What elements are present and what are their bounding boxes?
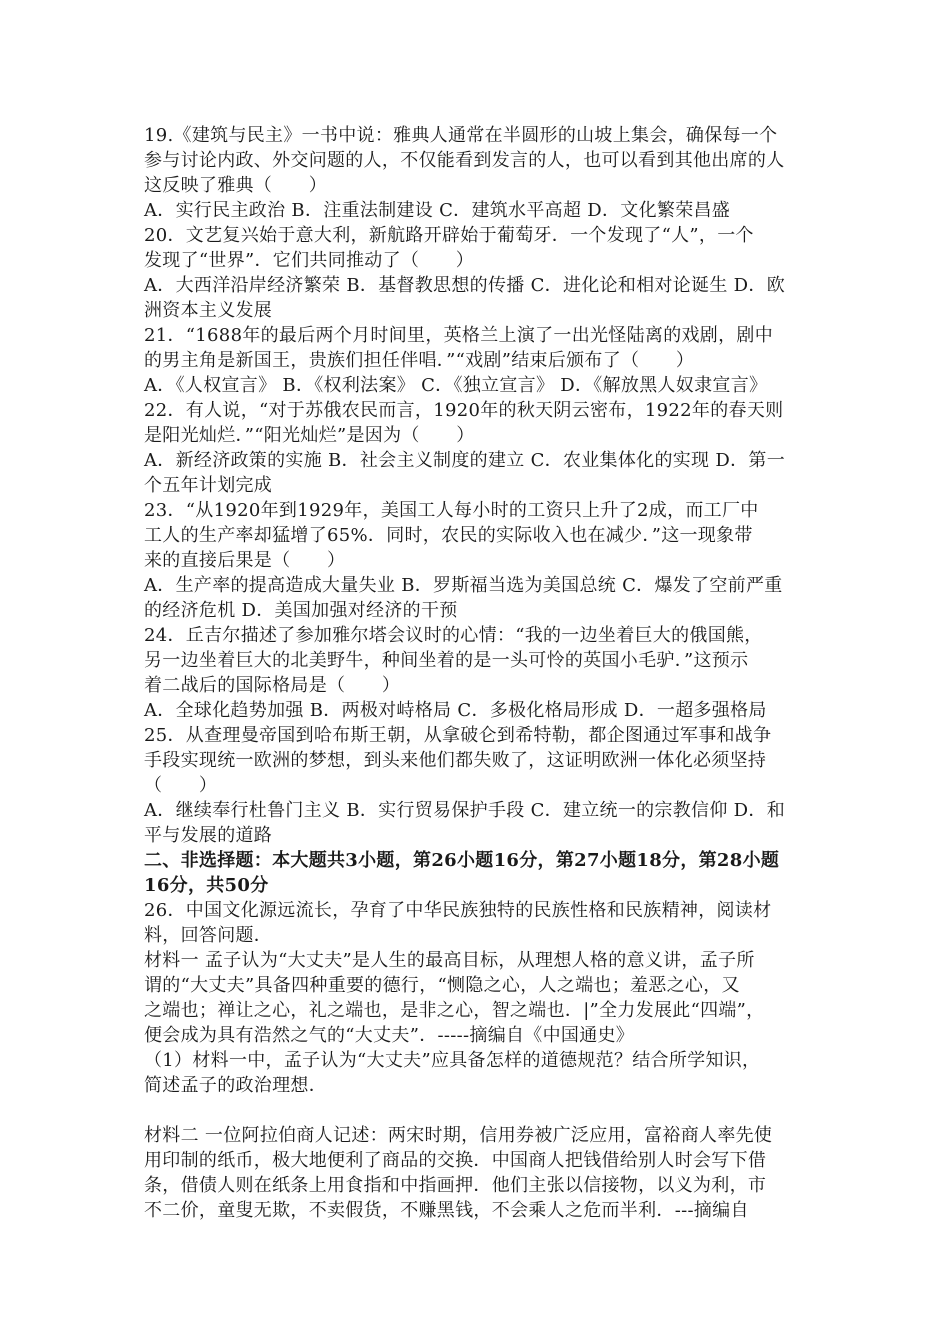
q26-intro-1: 26．中国文化源远流长，孕育了中华民族独特的民族性格和民族精神，阅读材 <box>144 900 772 921</box>
q19-line-3: 这反映了雅典（ ） <box>144 175 327 196</box>
q26-sub1-line-1: （1）材料一中，孟子认为“大丈夫”应具备怎样的道德规范？结合所学知识， <box>144 1050 761 1071</box>
material-1-line-3: 之端也；禅让之心，礼之端也，是非之心，智之端也．|”全力发展此“四端”， <box>144 1000 765 1021</box>
q21-line-1: 21．“1688年的最后两个月时间里，英格兰上演了一出光怪陆离的戏剧，剧中 <box>144 325 774 346</box>
material-2-line-4: 不二价，童叟无欺，不卖假货，不赚黑钱，不会乘人之危而半利．---摘编自 <box>144 1200 749 1221</box>
q20-options-1: A．大西洋沿岸经济繁荣 B．基督教思想的传播 C．进化论和相对论诞生 D．欧 <box>144 275 785 296</box>
q19-line-1: 19.《建筑与民主》一书中说：雅典人通常在半圆形的山坡上集会，确保每一个 <box>144 125 778 146</box>
q23-line-2: 工人的生产率却猛增了65%．同时，农民的实际收入也在减少．”这一现象带 <box>144 525 753 546</box>
q23-line-3: 来的直接后果是（ ） <box>144 550 346 571</box>
q20-line-2: 发现了“世界”．它们共同推动了（ ） <box>144 250 475 271</box>
q23-options-2: 的经济危机 D．美国加强对经济的干预 <box>144 600 458 621</box>
q22-options-2: 个五年计划完成 <box>144 475 273 496</box>
q24-options: A．全球化趋势加强 B．两极对峙格局 C．多极化格局形成 D．一超多强格局 <box>144 700 767 721</box>
q21-line-2: 的男主角是新国王，贵族们担任伴唱．”“戏剧”结束后颁布了（ ） <box>144 350 695 371</box>
material-1-line-2: 谓的“大丈夫”具备四种重要的德行，“恻隐之心，人之端也；羞恶之心，又 <box>144 975 740 996</box>
material-2-line-2: 用印制的纸币，极大地便利了商品的交换．中国商人把钱借给别人时会写下借 <box>144 1150 767 1171</box>
q26-intro-2: 料，回答问题． <box>144 925 273 946</box>
q20-options-2: 洲资本主义发展 <box>144 300 273 321</box>
q20-line-1: 20．文艺复兴始于意大利，新航路开辟始于葡萄牙．一个发现了“人”，一个 <box>144 225 754 246</box>
q25-line-3: （ ） <box>144 775 218 796</box>
q22-line-2: 是阳光灿烂．”“阳光灿烂”是因为（ ） <box>144 425 475 446</box>
q19-line-2: 参与讨论内政、外交问题的人，不仅能看到发言的人，也可以看到其他出席的人 <box>144 150 785 171</box>
material-2-line-1: 材料二 一位阿拉伯商人记述：两宋时期，信用券被广泛应用，富裕商人率先使 <box>144 1125 773 1146</box>
section-heading-2: 16分，共50分 <box>144 875 269 896</box>
q26-sub1-line-2: 简述孟子的政治理想． <box>144 1075 327 1096</box>
q24-line-2: 另一边坐着巨大的北美野牛，种间坐着的是一头可怜的英国小毛驴．”这预示 <box>144 650 749 671</box>
section-heading-1: 二、非选择题：本大题共3小题，第26小题16分，第27小题18分，第28小题 <box>144 850 780 871</box>
q25-options-2: 平与发展的道路 <box>144 825 273 846</box>
material-1-line-1: 材料一 孟子认为“大丈夫”是人生的最高目标，从理想人格的意义讲，孟子所 <box>144 950 755 971</box>
q24-line-1: 24．丘吉尔描述了参加雅尔塔会议时的心情：“我的一边坐着巨大的俄国熊， <box>144 625 763 646</box>
material-1-line-4: 便会成为具有浩然之气的“大丈夫”．-----摘编自《中国通史》 <box>144 1025 635 1046</box>
q21-options: A．《人权宣言》 B．《权利法案》 C．《独立宣言》 D．《解放黑人奴隶宣言》 <box>144 375 768 396</box>
q25-options-1: A．继续奉行杜鲁门主义 B．实行贸易保护手段 C．建立统一的宗教信仰 D．和 <box>144 800 785 821</box>
q22-line-1: 22．有人说，“对于苏俄农民而言，1920年的秋天阴云密布，1922年的春天则 <box>144 400 784 421</box>
material-2-line-3: 条，借债人则在纸条上用食指和中指画押．他们主张以信接物，以义为利，市 <box>144 1175 767 1196</box>
q23-options-1: A．生产率的提高造成大量失业 B．罗斯福当选为美国总统 C．爆发了空前严重 <box>144 575 783 596</box>
q25-line-2: 手段实现统一欧洲的梦想，到头来他们都失败了，这证明欧洲一体化必须坚持 <box>144 750 767 771</box>
q22-options-1: A．新经济政策的实施 B．社会主义制度的建立 C．农业集体化的实现 D．第一 <box>144 450 785 471</box>
q23-line-1: 23．“从1920年到1929年，美国工人每小时的工资只上升了2成，而工厂中 <box>144 500 759 521</box>
q24-line-3: 着二战后的国际格局是（ ） <box>144 675 401 696</box>
q19-options: A．实行民主政治 B．注重法制建设 C．建筑水平高超 D．文化繁荣昌盛 <box>144 200 731 221</box>
q25-line-1: 25．从查理曼帝国到哈布斯王朝，从拿破仑到希特勒，都企图通过军事和战争 <box>144 725 772 746</box>
